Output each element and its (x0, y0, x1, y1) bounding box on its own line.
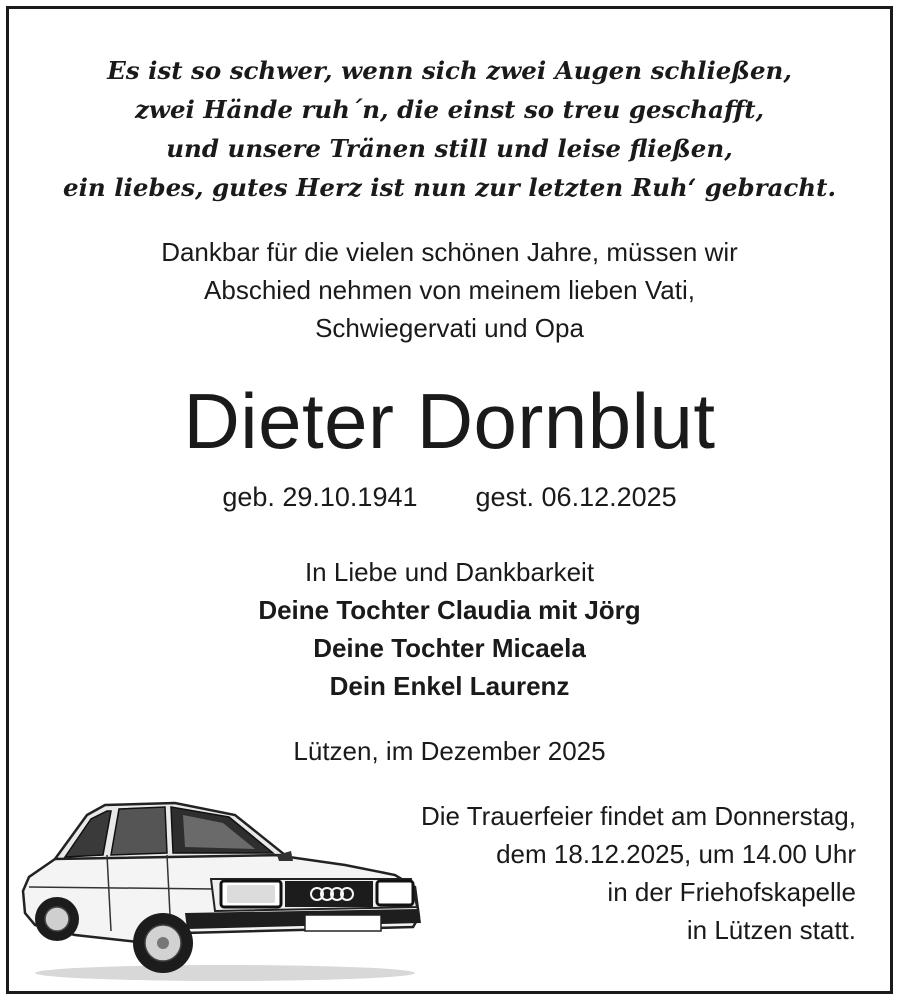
obituary-frame (6, 6, 893, 994)
mourner-name: Deine Tochter Micaela (313, 633, 586, 663)
intro-line: Schwiegervati und Opa (315, 313, 584, 343)
service-line: dem 18.12.2025, um 14.00 Uhr (496, 839, 856, 869)
funeral-service-info (421, 797, 856, 949)
place-and-date: Lützen, im Dezember 2025 (293, 736, 606, 766)
service-line: Die Trauerfeier findet am Donnerstag, (421, 801, 856, 831)
memorial-verse (9, 51, 890, 207)
verse-line: ein liebes, gutes Herz ist nun zur letzten Ruh‘ gebracht. (63, 173, 836, 202)
deceased-name: Dieter Dornblut (183, 377, 716, 465)
mourners-intro: In Liebe und Dankbarkeit (304, 557, 595, 587)
verse-line: Es ist so schwer, wenn sich zwei Augen schließen, (107, 56, 792, 85)
intro-line: Abschied nehmen von meinem lieben Vati, (204, 275, 695, 305)
death-date: gest. 06.12.2025 (475, 482, 677, 512)
mourner-name: Dein Enkel Laurenz (329, 671, 570, 701)
intro-line: Dankbar für die vielen schönen Jahre, müssen wir (161, 237, 738, 267)
verse-line: zwei Hände ruh´n, die einst so treu geschafft, (134, 95, 765, 124)
service-line: in der Friehofskapelle (607, 877, 856, 907)
mourner-name: Deine Tochter Claudia mit Jörg (258, 595, 641, 625)
service-line: in Lützen statt. (686, 915, 856, 945)
birth-date: geb. 29.10.1941 (222, 482, 418, 512)
mourners-block (9, 553, 890, 705)
life-dates (9, 477, 890, 517)
farewell-intro (9, 233, 890, 347)
verse-line: und unsere Tränen still und leise fließen, (166, 134, 733, 163)
car-illustration-icon (15, 795, 421, 985)
